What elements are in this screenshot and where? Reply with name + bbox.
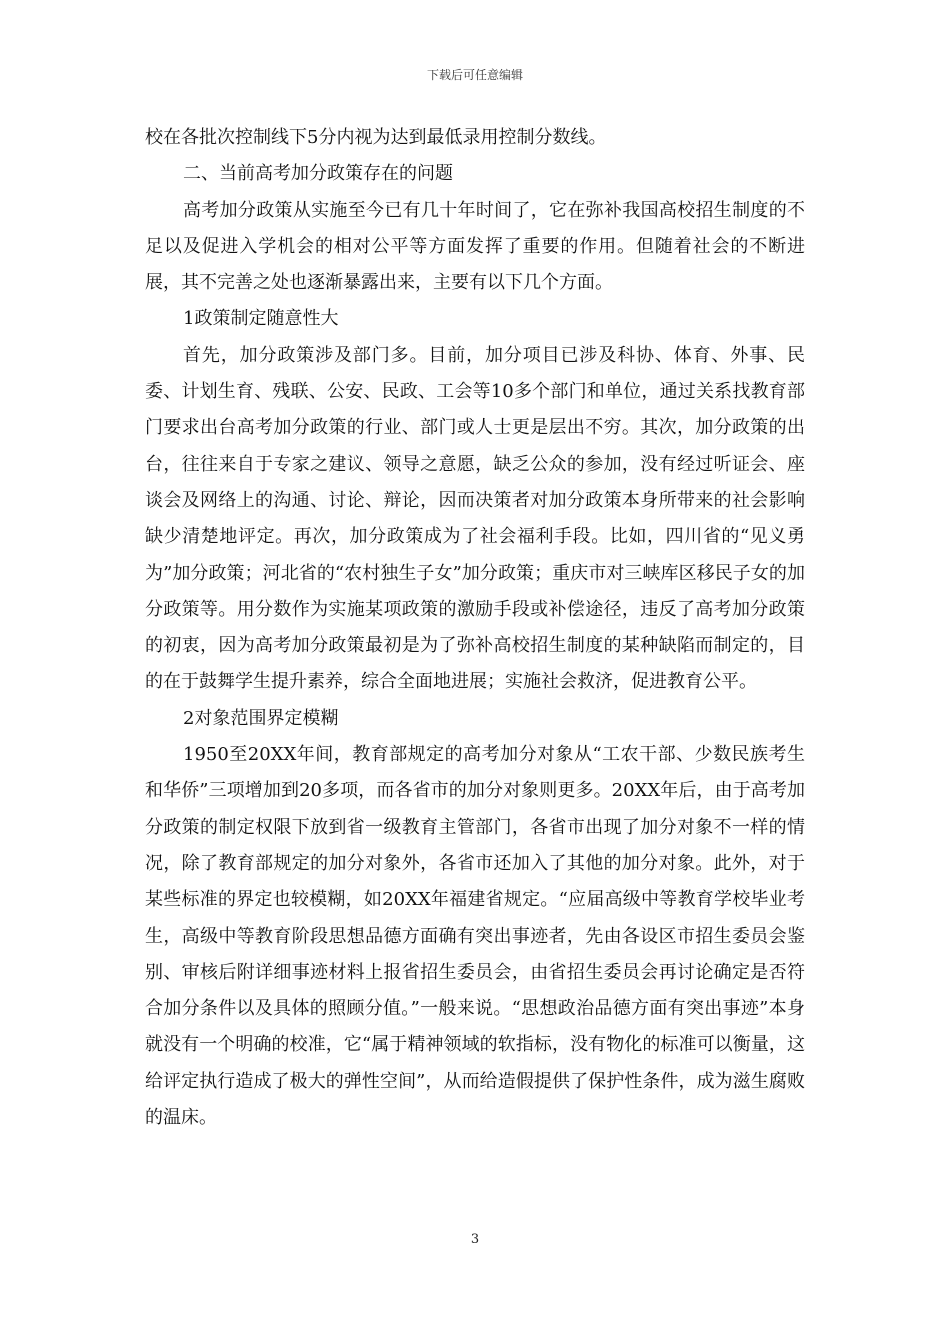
paragraph: 校在各批次控制线下5分内视为达到最低录用控制分数线。	[145, 127, 607, 148]
paragraph: 1950至20XX年间，教育部规定的高考加分对象从“工农干部、少数民族考生和华侨”三项增加到20多项，而各省市的加分对象则更多。20XX年后，由于高考加分政策的制定权限下放到省一级教育主管部门，各省市出现了加分对象不一样的情况，除了教育部规定的加分对象外，各省市还加入了其他的加分对象。此外，对于某些标准的界定也较模糊，如20XX年福建省规定。“应届高级中等教育学校毕业考生，高级中等教育阶段思想品德方面确有突出事迹者，先由各设区市招生委员会鉴别、审核后附详细事迹材料上报省招生委员会，由省招生委员会再讨论确定是否符合加分条件以及具体的照顾分值。”一般来说。“思想政治品德方面有突出事迹”本身就没有一个明确的校准，它“属于精神领域的软指标，没有物化的标准可以衡量，这给评定执行造成了极大的弹性空间”，从而给造假提供了保护性条件，成为滋生腐败的温床。	[145, 744, 805, 1129]
paragraph: 高考加分政策从实施至今已有几十年时间了，它在弥补我国高校招生制度的不足以及促进入学机会的相对公平等方面发挥了重要的作用。但随着社会的不断进展，其不完善之处也逐渐暴露出来，主要有以下几个方面。	[145, 199, 805, 294]
subsection-heading: 2对象范围界定模糊	[183, 707, 339, 729]
document-body	[145, 120, 805, 1136]
subsection-heading: 1政策制定随意性大	[183, 308, 339, 330]
paragraph: 首先，加分政策涉及部门多。目前，加分项目已涉及科协、体育、外事、民委、计划生育、残联、公安、民政、工会等10多个部门和单位，通过关系找教育部门要求出台高考加分政策的行业、部门或人士更是层出不穷。其次，加分政策的出台，往往来自于专家之建议、领导之意愿，缺乏公众的参加，没有经过听证会、座谈会及网络上的沟通、讨论、辩论，因而决策者对加分政策本身所带来的社会影响缺少清楚地评定。再次，加分政策成为了社会福利手段。比如，四川省的“见义勇为”加分政策；河北省的“农村独生子女”加分政策；重庆市对三峡库区移民子女的加分政策等。用分数作为实施某项政策的激励手段或补偿途径，违反了高考加分政策的初衷，因为高考加分政策最初是为了弥补高校招生制度的某种缺陷而制定的，目的在于鼓舞学生提升素养，综合全面地进展；实施社会救济，促进教育公平。	[145, 344, 805, 693]
page-number: 3	[470, 1232, 480, 1247]
section-heading: 二、当前高考加分政策存在的问题	[183, 163, 453, 185]
page-header: 下载后可任意编辑	[426, 68, 523, 82]
